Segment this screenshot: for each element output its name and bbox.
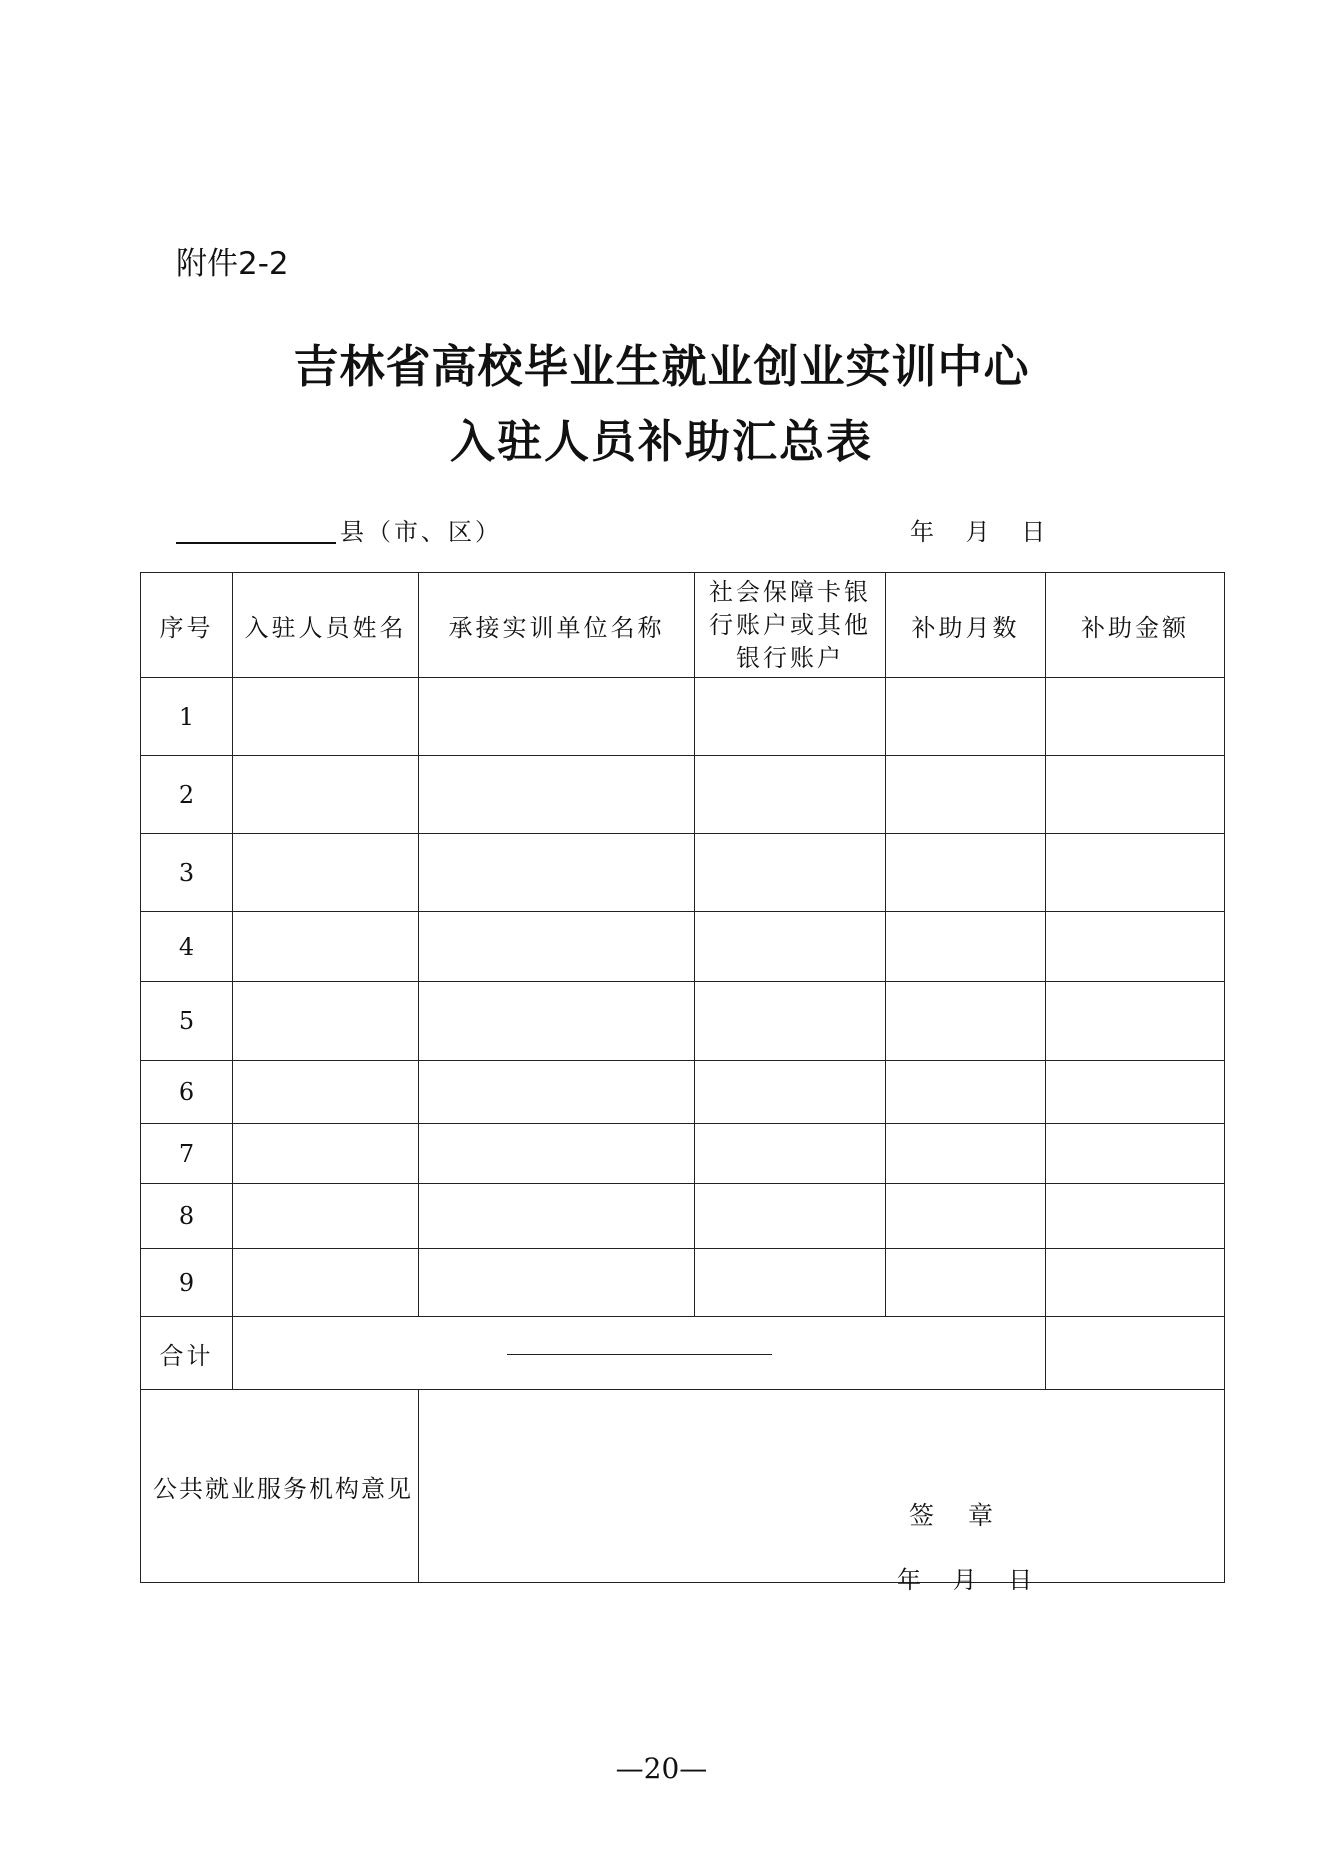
row-number: 4 (141, 912, 233, 982)
table-row (141, 912, 1225, 982)
header-amount: 补助金额 (1046, 573, 1225, 678)
cell-amount[interactable] (1046, 756, 1225, 834)
cell-amount[interactable] (1046, 982, 1225, 1061)
cell-months[interactable] (886, 982, 1046, 1061)
cell-account[interactable] (695, 1249, 886, 1317)
cell-account[interactable] (695, 756, 886, 834)
cell-name[interactable] (233, 834, 419, 912)
county-blank-line (176, 542, 336, 544)
row-number: 2 (141, 756, 233, 834)
cell-months[interactable] (886, 756, 1046, 834)
cell-unit[interactable] (419, 1184, 695, 1249)
header-name: 入驻人员姓名 (233, 573, 419, 678)
opinion-label (141, 1390, 419, 1583)
report-date-label: 年 月 日 (910, 518, 1046, 546)
cell-months[interactable] (886, 912, 1046, 982)
page-title-line2: 入驻人员补助汇总表 (449, 415, 873, 468)
total-amount-cell[interactable] (1046, 1317, 1225, 1390)
table-row (141, 982, 1225, 1061)
cell-account[interactable] (695, 1124, 886, 1184)
total-row (141, 1317, 1225, 1390)
header-account-line1: 社会保障卡银 (709, 577, 871, 606)
cell-unit[interactable] (419, 982, 695, 1061)
cell-account[interactable] (695, 1184, 886, 1249)
header-seq: 序号 (141, 573, 233, 678)
cell-unit[interactable] (419, 1061, 695, 1124)
cell-unit[interactable] (419, 834, 695, 912)
cell-unit[interactable] (419, 678, 695, 756)
total-label: 合计 (141, 1317, 233, 1390)
table-row (141, 1124, 1225, 1184)
opinion-content-cell[interactable] (419, 1390, 1225, 1594)
cell-months[interactable] (886, 1249, 1046, 1317)
cell-months[interactable] (886, 1184, 1046, 1249)
cell-unit[interactable] (419, 1249, 695, 1317)
table-row (141, 756, 1225, 834)
total-span-cell (233, 1317, 1046, 1390)
page-number: —20— (615, 1752, 708, 1785)
row-number: 3 (141, 834, 233, 912)
cell-unit[interactable] (419, 1124, 695, 1184)
row-number: 9 (141, 1249, 233, 1317)
county-label: 县（市、区） (340, 518, 502, 546)
table-row (141, 1249, 1225, 1317)
cell-amount[interactable] (1046, 1184, 1225, 1249)
table-row (141, 1184, 1225, 1249)
cell-name[interactable] (233, 1124, 419, 1184)
cell-amount[interactable] (1046, 912, 1225, 982)
cell-amount[interactable] (1046, 834, 1225, 912)
cell-unit[interactable] (419, 756, 695, 834)
cell-months[interactable] (886, 834, 1046, 912)
page-title-line1: 吉林省高校毕业生就业创业实训中心 (293, 340, 1030, 393)
cell-amount[interactable] (1046, 1124, 1225, 1184)
cell-unit[interactable] (419, 912, 695, 982)
table-row (141, 834, 1225, 912)
cell-name[interactable] (233, 912, 419, 982)
table-row (141, 678, 1225, 756)
subsidy-summary-table (140, 572, 1225, 1594)
cell-amount[interactable] (1046, 1249, 1225, 1317)
cell-account[interactable] (695, 834, 886, 912)
header-unit: 承接实训单位名称 (419, 573, 695, 678)
row-number: 6 (141, 1061, 233, 1124)
header-account (695, 573, 886, 678)
cell-months[interactable] (886, 1061, 1046, 1124)
cell-name[interactable] (233, 982, 419, 1061)
header-account-line3: 银行账户 (736, 643, 844, 672)
cell-account[interactable] (695, 678, 886, 756)
cell-months[interactable] (886, 678, 1046, 756)
cell-name[interactable] (233, 756, 419, 834)
header-months: 补助月数 (886, 573, 1046, 678)
table-row (141, 1061, 1225, 1124)
total-dash-line (507, 1354, 772, 1355)
cell-account[interactable] (695, 912, 886, 982)
table-header-row (141, 573, 1225, 678)
row-number: 1 (141, 678, 233, 756)
header-account-line2: 行账户或其他 (709, 610, 871, 639)
opinion-label-text: 公共就业服务机构意见 (153, 1474, 413, 1503)
opinion-row (141, 1390, 1225, 1583)
row-number: 7 (141, 1124, 233, 1184)
cell-name[interactable] (233, 1184, 419, 1249)
cell-amount[interactable] (1046, 1061, 1225, 1124)
cell-account[interactable] (695, 982, 886, 1061)
cell-account[interactable] (695, 1061, 886, 1124)
cell-amount[interactable] (1046, 678, 1225, 756)
cell-name[interactable] (233, 1061, 419, 1124)
cell-months[interactable] (886, 1124, 1046, 1184)
cell-name[interactable] (233, 678, 419, 756)
cell-name[interactable] (233, 1249, 419, 1317)
row-number: 5 (141, 982, 233, 1061)
seal-label: 签 章 (909, 1501, 993, 1530)
row-number: 8 (141, 1184, 233, 1249)
seal-date: 年 月 日 (897, 1566, 1033, 1594)
attachment-label: 附件2-2 (176, 246, 289, 282)
